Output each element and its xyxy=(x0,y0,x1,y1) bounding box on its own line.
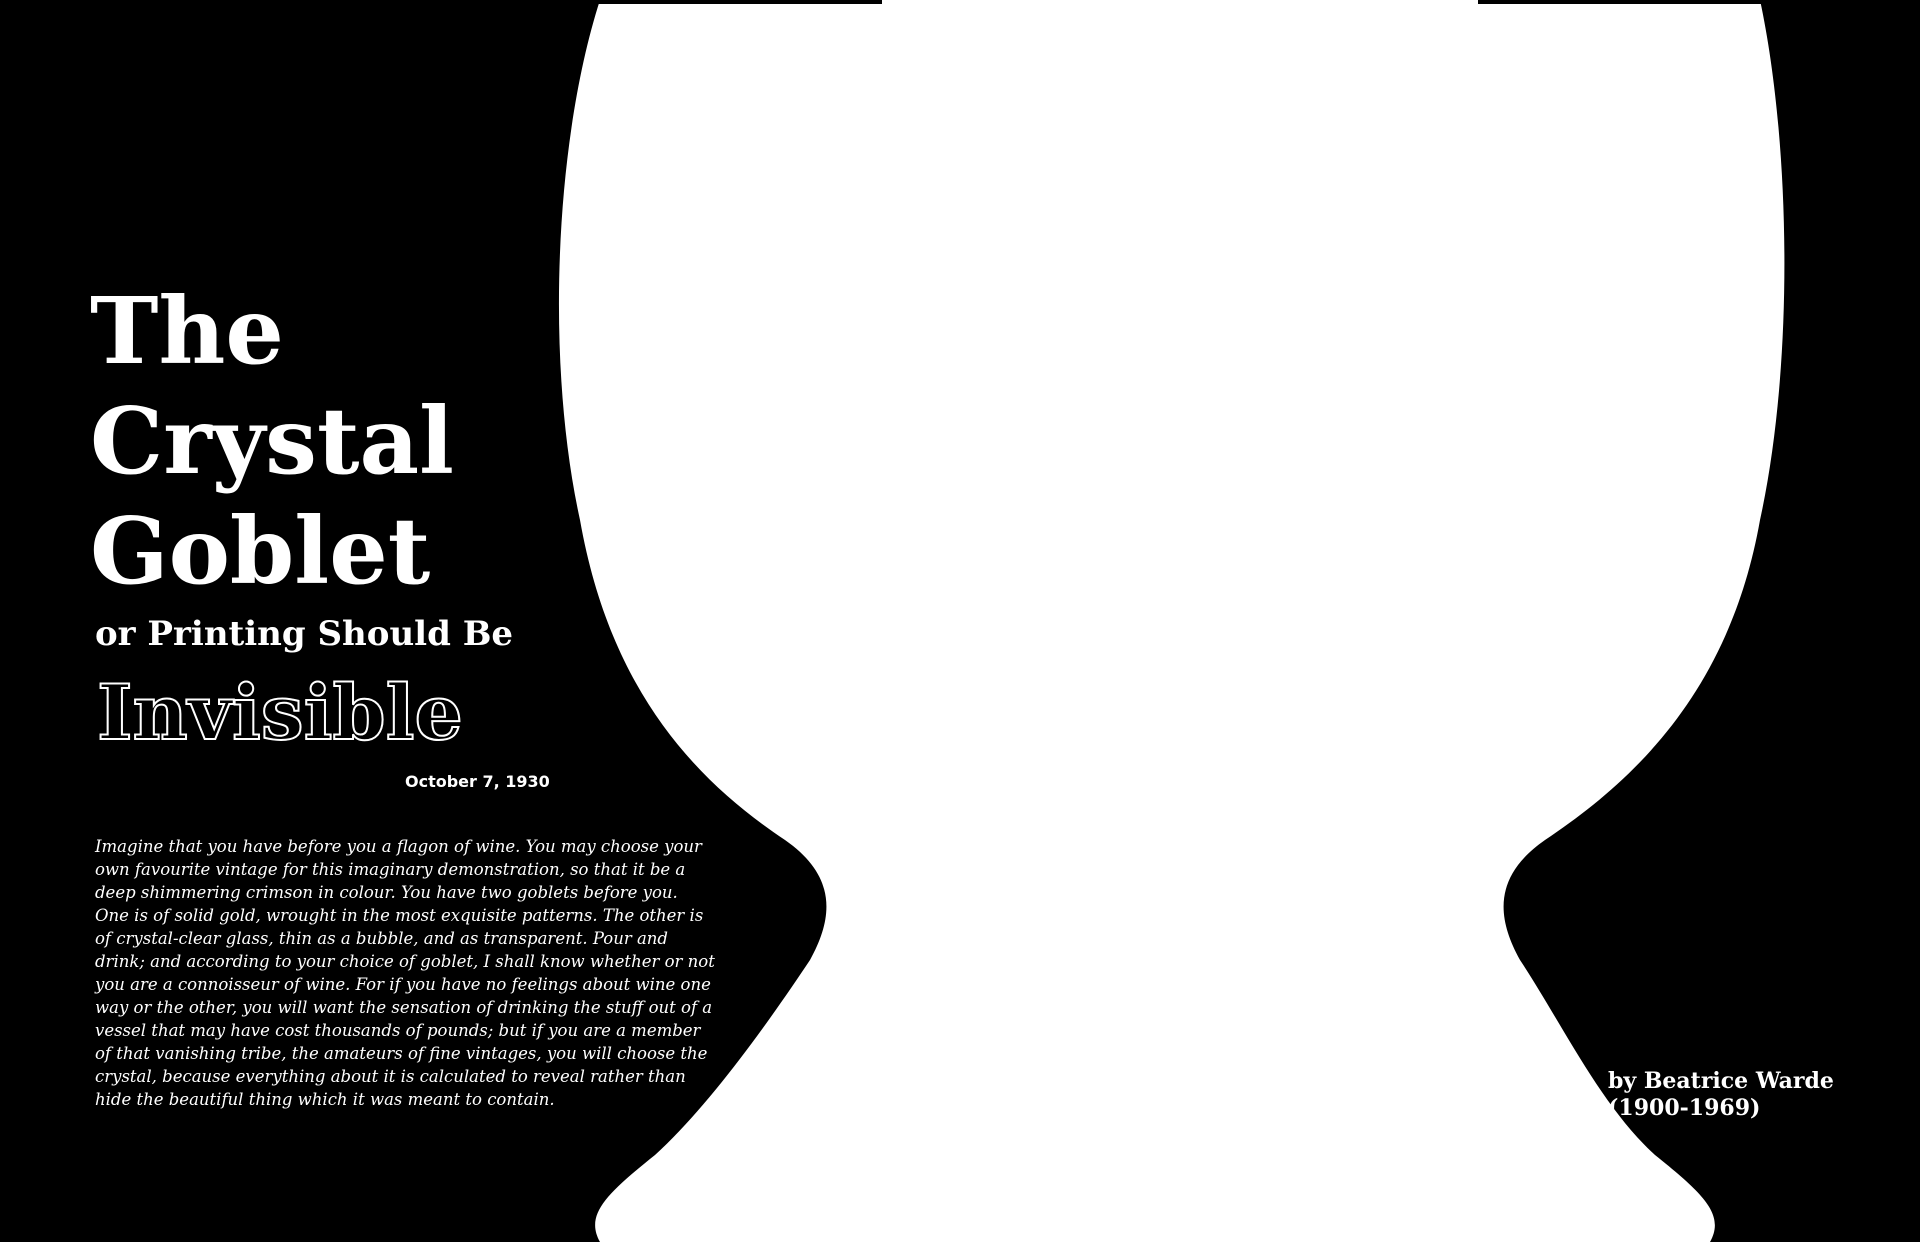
intro-paragraph: Imagine that you have before you a flagon of wine. You may choose your own favourite vintage for this imaginary demonstration, so that it be a deep shimmering crimson in colour. You have two goblets before you. One is of solid gold, wrought in the most exquisite patterns. The other is of crystal-clear glass, thin as a bubble, and as transparent. Pour and drink; and according to your choice of goblet, I shall know whether or not you are a connoisseur of wine. For if you have no feelings about wine one way or the other, you will want the sensation of drinking the stuff out of a vessel that may have cost thousands of pounds; but if you are a member of that vanishing tribe, the amateurs of fine vintages, you will choose the crystal, because everything about it is calculated to reveal rather than hide the beautiful thing which it was meant to contain. xyxy=(95,837,715,1109)
author-byline xyxy=(1608,1068,1834,1122)
publication-date: October 7, 1930 xyxy=(405,772,550,791)
title-goblet: Goblet xyxy=(90,497,431,605)
title-invisible-outline: Invisible xyxy=(97,668,463,757)
author-name: by Beatrice Warde xyxy=(1608,1068,1834,1094)
author-years: (1900-1969) xyxy=(1608,1095,1761,1121)
title-the: The xyxy=(90,277,284,385)
title-crystal: Crystal xyxy=(90,387,455,495)
subtitle: or Printing Should Be xyxy=(95,614,514,654)
